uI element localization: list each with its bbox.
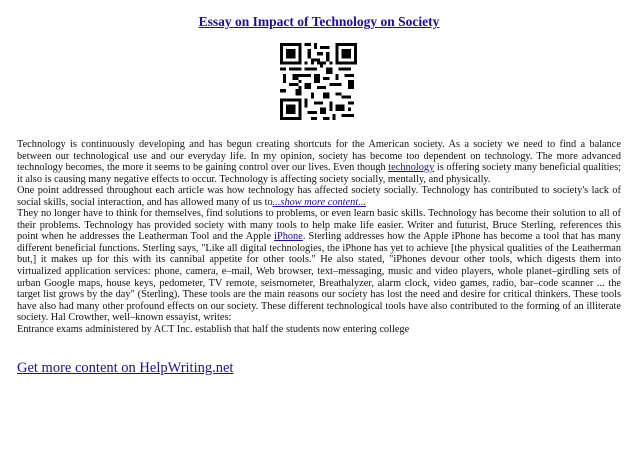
paragraph-2: One point addressed throughout each article was how technology has affected society socially. Technology has contributed to society's lack of social skills, social interaction, and has allowed many of us to...show more content... xyxy=(17,185,621,208)
qr-code xyxy=(280,43,357,120)
link-iphone[interactable]: iPhone xyxy=(274,231,303,243)
essay-body xyxy=(17,139,621,335)
document-title[interactable]: Essay on Impact of Technology on Society xyxy=(198,14,440,29)
link-technology[interactable]: technology xyxy=(388,162,435,174)
get-more-content-link[interactable]: Get more content on HelpWriting.net xyxy=(17,360,234,376)
paragraph-4: Entrance exams administered by ACT Inc. establish that half the students now entering college xyxy=(17,323,410,335)
paragraph-1: Technology is continuously developing and has begun creating shortcuts for the American society. As a society we need to find a balance between our technological use and our everyday life. In my opinion, society has become too dependent on technology. The more advanced technology becomes, the more it seems to be gaining control over our lives. Even though technology is offering society many beneficial qualities; it also is causing many negative effects to occur. Technology is affecting society socially, mentally, and physically. xyxy=(17,139,621,185)
paragraph-3: They no longer have to think for themselves, find solutions to problems, or even learn basic skills. Technology has become their solution to all of their problems. Technology has provided society with many tools to help make life easier. Writer and futurist, Bruce Sterling, references this point when he addresses the Leatherman Tool and the Apple iPhone. Sterling addresses how the Apple iPhone has become a tool that has many different beneficial functions. Sterling says, "Like all digital technologies, the iPhone has yet to achieve [the physical qualities of the Leatherman but,] it makes up for this with its cannibal appetite for other tools." He also stated, "iPhones devour other tools, which digests them into virtualized application services: phone, camera, e–mail, Web browser, text–messaging, music and video players, whole planet–girdling sets of urban Google maps, house keys, pedometer, TV remote, seismometer, Breathalyzer, alarm clock, video games, radio, bar–code scanner ... the target list grows by the day" (Sterling). These tools are the main reasons our society has lost the need and desire for critical thinkers. These tools have also had many other profound effects on our society. These different technological tools have also contributed to the forming of an illiterate society. Hal Crowther, well–known essayist, writes: xyxy=(17,208,621,324)
show-more-link[interactable]: ...show more content... xyxy=(272,196,366,208)
